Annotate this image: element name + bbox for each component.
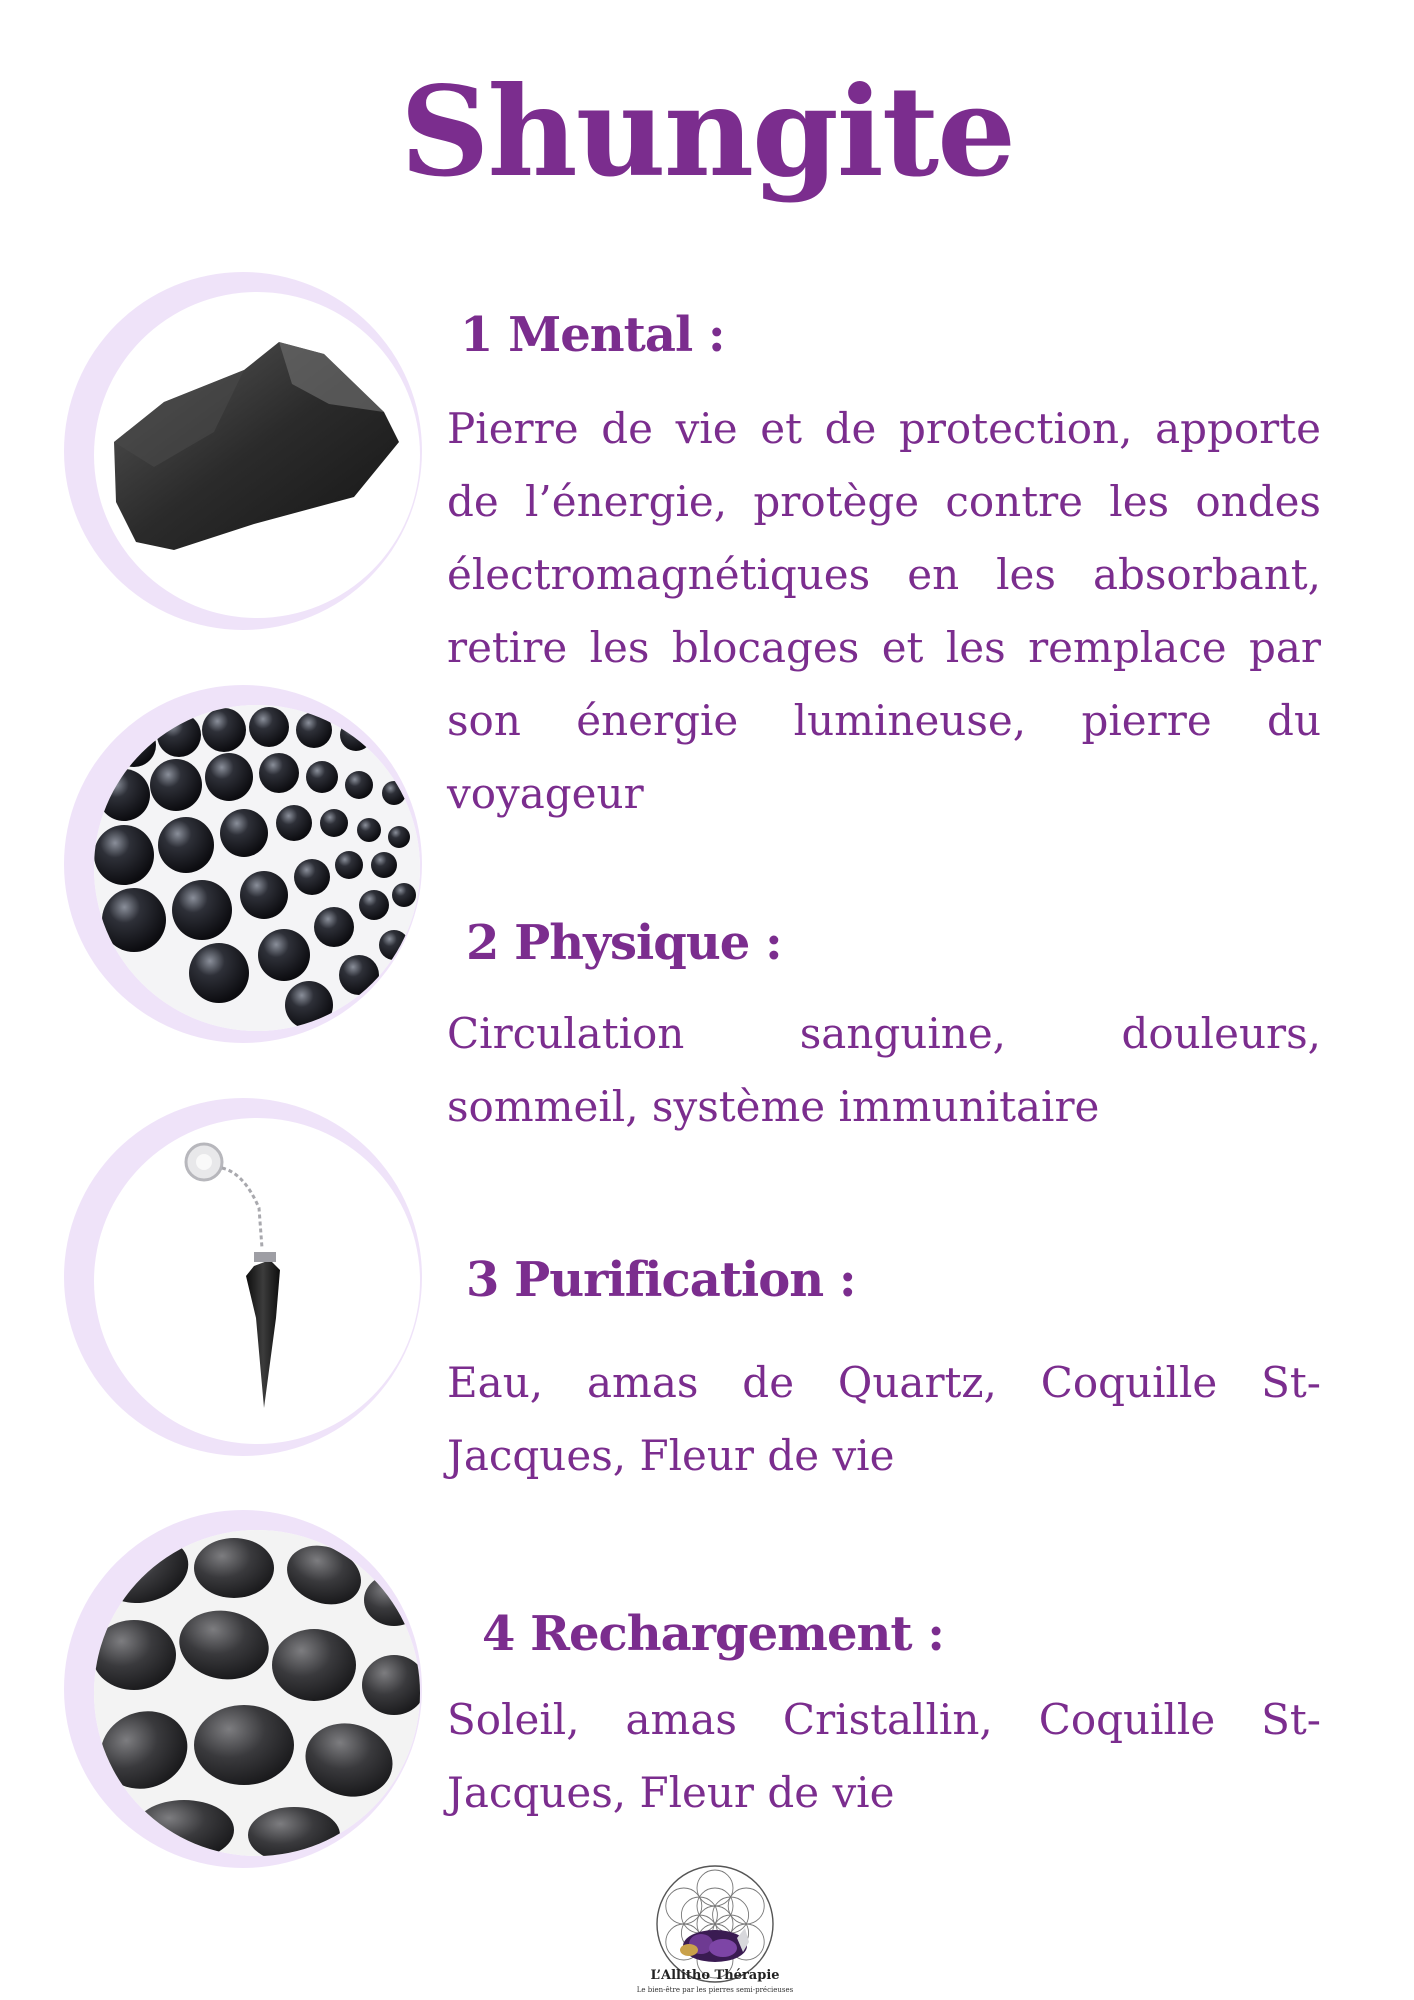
brand-name: L’Allitho Thérapie [650, 1968, 780, 1983]
page-title: Shungite [400, 60, 1014, 205]
section-heading-purification: 3 Purification : [466, 1252, 856, 1308]
section-text-mental: Pierre de vie et de protection, apporte de l’énergie, protège contre les ondes électromagnétiques en les absorbant, retire les blocages et les remplace par son énergie lumineuse, pierre du voyageur [447, 404, 1321, 818]
brand-tagline: Le bien-être par les pierres semi-précieuses [636, 1986, 794, 1994]
section-heading-rechargement: 4 Rechargement : [482, 1606, 944, 1662]
section-text-physique: Circulation sanguine, douleurs, sommeil, système immunitaire [447, 1009, 1321, 1131]
shungite-pendulum-icon [94, 1118, 420, 1444]
section-text-purification: Eau, amas de Quartz, Coquille St-Jacques, Fleur de vie [447, 1358, 1321, 1480]
section-text-rechargement: Soleil, amas Cristallin, Coquille St-Jacques, Fleur de vie [447, 1695, 1321, 1817]
raw-shungite-stone-icon [94, 292, 420, 618]
raw-shungite-stone-image [64, 272, 422, 630]
tumbled-shungite-stones-icon [94, 1530, 420, 1856]
tumbled-shungite-image [64, 1510, 422, 1868]
section-heading-physique: 2 Physique : [466, 915, 782, 971]
shungite-beads-image [64, 685, 422, 1043]
section-heading-mental: 1 Mental : [460, 307, 725, 363]
shungite-beads-icon [94, 705, 420, 1031]
shungite-pendulum-image [64, 1098, 422, 1456]
